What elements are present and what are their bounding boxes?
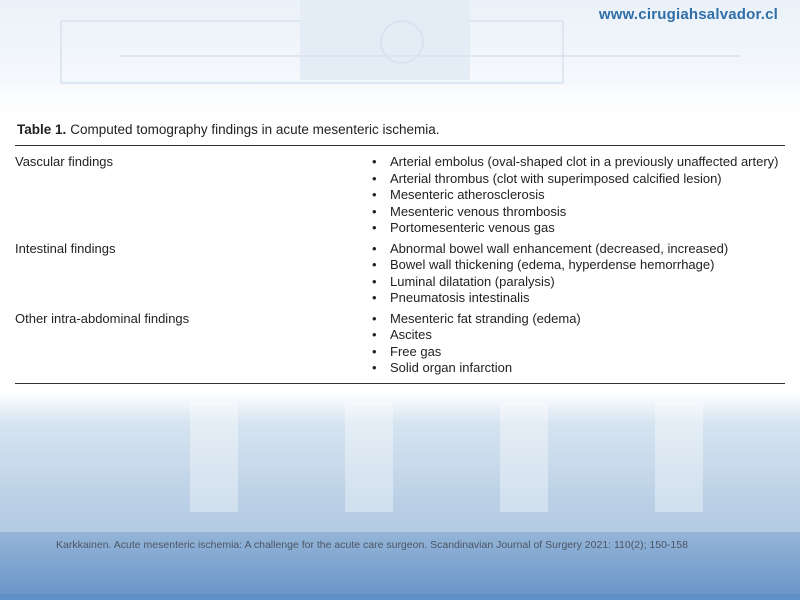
list-item: • Mesenteric atherosclerosis — [370, 187, 785, 204]
site-url-link[interactable]: www.cirugiahsalvador.cl — [598, 6, 778, 23]
table-row — [15, 150, 785, 237]
table-caption — [17, 122, 785, 137]
findings-list — [370, 311, 785, 377]
list-item: • Abnormal bowel wall enhancement (decreased, increased) — [370, 241, 785, 258]
table-row — [15, 237, 785, 307]
list-item: • Arterial embolus (oval-shaped clot in a previously unaffected artery) — [370, 154, 785, 171]
category-label: Intestinal findings — [15, 240, 116, 256]
list-item: • Solid organ infarction — [370, 360, 785, 377]
table-row — [15, 307, 785, 377]
table-bottom-rule — [15, 383, 785, 384]
list-item: • Mesenteric venous thrombosis — [370, 204, 785, 221]
bottom-edge-bar — [0, 594, 800, 600]
citation-text: Karkkainen. Acute mesenteric ischemia: A challenge for the acute care surgeon. Scandinavian Journal of Surgery 2021: 110(2); 150-158 — [56, 539, 688, 551]
list-item: • Mesenteric fat stranding (edema) — [370, 311, 785, 328]
footer-background — [0, 392, 800, 600]
findings-table — [15, 122, 785, 384]
table-label: Table 1. — [17, 122, 67, 137]
table-caption-text: Computed tomography findings in acute mesenteric ischemia. — [70, 122, 440, 137]
findings-list — [370, 241, 785, 307]
list-item: • Bowel wall thickening (edema, hyperdense hemorrhage) — [370, 257, 785, 274]
table-body — [15, 146, 785, 383]
list-item: • Ascites — [370, 327, 785, 344]
category-label: Other intra-abdominal findings — [15, 310, 190, 326]
list-item: • Pneumatosis intestinalis — [370, 290, 785, 307]
findings-list — [370, 154, 785, 237]
list-item: • Free gas — [370, 344, 785, 361]
list-item: • Portomesenteric venous gas — [370, 220, 785, 237]
list-item: • Luminal dilatation (paralysis) — [370, 274, 785, 291]
list-item: • Arterial thrombus (clot with superimposed calcified lesion) — [370, 171, 785, 188]
category-label: Vascular findings — [15, 154, 114, 169]
